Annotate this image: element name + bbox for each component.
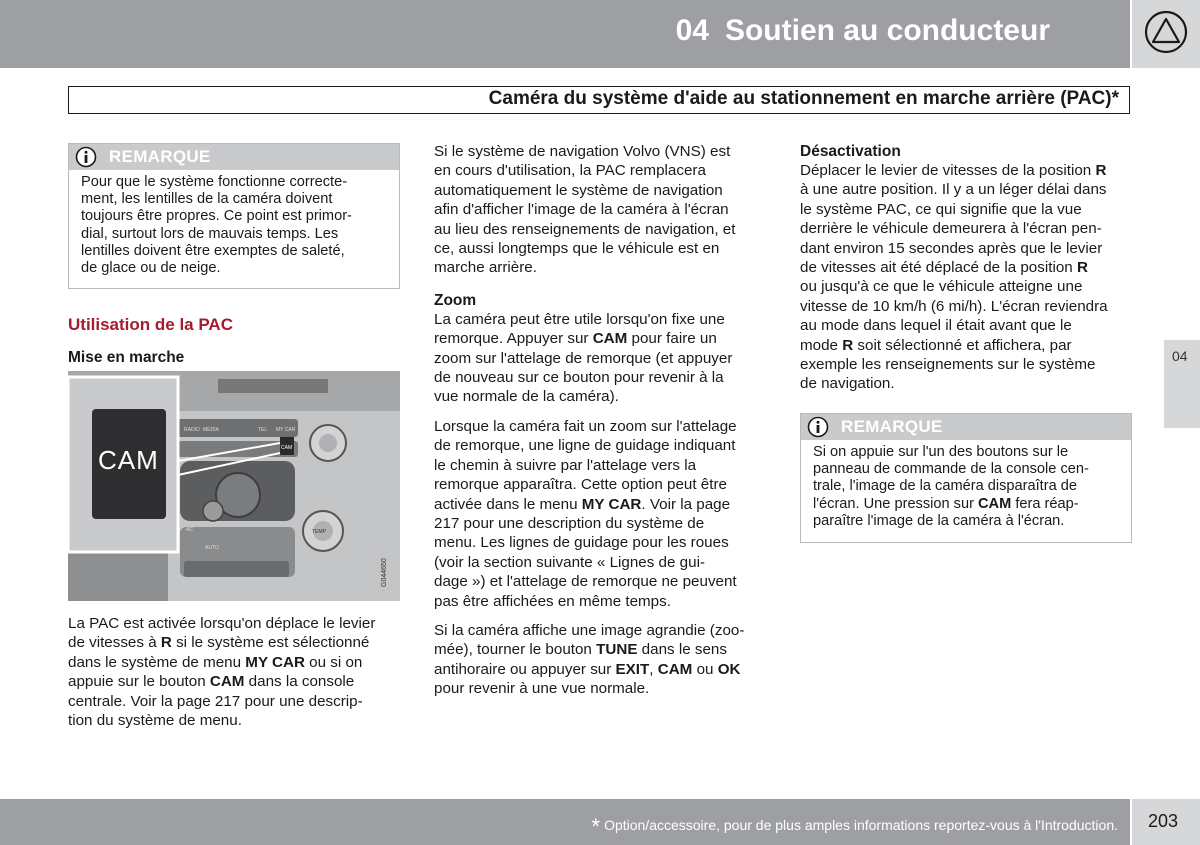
footer-note-text: Option/accessoire, pour de plus amples informations reportez-vous à l'Introduction. (604, 817, 1118, 833)
console-illustration (68, 371, 400, 601)
svg-text:CAM: CAM (281, 445, 293, 451)
note-label: REMARQUE (109, 147, 211, 166)
panel-label-mycar: MY CAR (276, 427, 296, 433)
heading-zoom: Zoom (434, 291, 477, 309)
paragraph-exit-zoom: Si la caméra affiche une image agrandie (zoo- mée), tourner le bouton TUNE dans le sens antihoraire ou appuyer sur EXIT, CAM ou OK pour revenir à une vue normale. (434, 621, 745, 698)
panel-label-tel: TEL (258, 427, 268, 433)
chapter-side-tab (1164, 340, 1200, 428)
warning-triangle-icon (1144, 10, 1188, 54)
panel-label-media: MEDIA (203, 427, 219, 433)
panel-label-temp: TEMP (312, 529, 326, 535)
note-box-buttons (800, 413, 1132, 543)
note-label: REMARQUE (841, 417, 943, 436)
panel-label-ac: AC (186, 527, 193, 533)
info-icon (807, 416, 829, 438)
bold-term: CAM (978, 495, 1012, 512)
bold-term: EXIT (615, 660, 650, 678)
figure-console-cam-button (68, 371, 400, 601)
note-header (801, 414, 1131, 440)
column-3 (800, 143, 1135, 394)
paragraph-guidance: Lorsque la caméra fait un zoom sur l'attelage de remorque, une ligne de guidage indiquant le chemin à suivre par l'attelage vers la remorque apparaîtra. Cette option peut être activée dans le menu MY CAR. Voir la page 217 pour une description du système de menu. Les lignes de guidage pour les roues (voir la section suivante « Lignes de gui- dage ») et l'attelage de remorque ne peuvent pas être affichées en même temps. (434, 417, 737, 610)
chapter-title (676, 14, 1050, 48)
chapter-icon-box (1132, 0, 1200, 68)
bold-term: R (1076, 259, 1088, 277)
bold-term: R (1095, 162, 1107, 179)
page-number-box (1132, 799, 1200, 845)
bold-term: MY CAR (581, 495, 642, 513)
bold-term: R (160, 634, 172, 652)
chapter-name: Soutien au conducteur (724, 14, 1050, 47)
bold-term: MY CAR (245, 653, 305, 671)
note-header (69, 144, 399, 170)
footer-star: * (591, 814, 601, 839)
note-box-lenses (68, 143, 400, 289)
figure-code: G044650 (381, 558, 388, 587)
section-title: Caméra du système d'aide au stationnement en marche arrière (PAC)* (488, 88, 1119, 109)
paragraph-navigation: Si le système de navigation Volvo (VNS) est en cours d'utilisation, la PAC remplacera automatiquement le système de navigation afin d'afficher l'image de la caméra à l'écran au lieu des renseignements de navigation, et ce, aussi longtemps que le véhicule est en marche arrière. (434, 143, 736, 277)
heading-mise-en-marche: Mise en marche (68, 349, 185, 366)
paragraph-zoom: La caméra peut être utile lorsqu'on fixe une remorque. Appuyer sur CAM pour faire un zoom sur l'attelage de remorque (et appuyer de nouveau sur ce bouton pour revenir à la vue normale de la caméra). (434, 310, 733, 406)
cam-button-label: CAM (98, 445, 159, 475)
heading-desactivation: Désactivation (800, 143, 901, 160)
note-text-content: Pour que le système fonctionne correcte- ment, les lentilles de la caméra doivent toujours être propres. Ce point est primor- dial, surtout lors de mauvais temps. Les lentilles doivent être exemptes de saleté, de glace ou de neige. (81, 174, 352, 277)
footer-note (592, 814, 1119, 840)
column-2 (434, 142, 769, 699)
bold-term: TUNE (596, 641, 638, 659)
side-tab-label: 04 (1172, 348, 1188, 364)
panel-label-radio: RADIO (184, 427, 200, 433)
note-text: Si on appuie sur l'un des boutons sur le panneau de commande de la console cen- trale, l'image de la caméra disparaîtra de l'écran. Une pression sur CAM fera réap- paraître l'image de la caméra à l'écran. (813, 444, 1089, 529)
bold-term: CAM (657, 660, 693, 678)
page-footer (0, 799, 1130, 845)
heading-utilisation: Utilisation de la PAC (68, 315, 233, 334)
bold-term: CAM (592, 330, 628, 348)
note-text (69, 170, 399, 285)
section-title-bar (68, 86, 1130, 114)
info-icon (75, 146, 97, 168)
bold-term: OK (717, 660, 741, 678)
panel-label-auto: AUTO (205, 545, 219, 551)
paragraph-desactivation: Déplacer le levier de vitesses de la position R à une autre position. Il y a un léger délai dans le système PAC, ce qui signifie que la vue derrière le véhicule demeurera à l'écran pen- dant environ 15 secondes après que le levier de vitesses ait été déplacé de la position R ou jusqu'à ce que le véhicule atteigne une vitesse de 10 km/h (6 mi/h). L'écran reviendra au mode dans lequel il était avant que le mode R soit sélectionné et affichera, par exemple les renseignements sur le système de navigation. (800, 162, 1108, 393)
page-number: 203 (1148, 811, 1179, 831)
chapter-number: 04 (675, 14, 709, 47)
chapter-header (0, 0, 1130, 68)
paragraph-activation: La PAC est activée lorsqu'on déplace le levier de vitesses à R si le système est sélectionné dans le système de menu MY CAR ou si on appuie sur le bouton CAM dans la console centrale. Voir la page 217 pour une descrip- tion du système de menu. (68, 615, 376, 730)
bold-term: R (842, 336, 854, 354)
bold-term: CAM (209, 673, 245, 691)
